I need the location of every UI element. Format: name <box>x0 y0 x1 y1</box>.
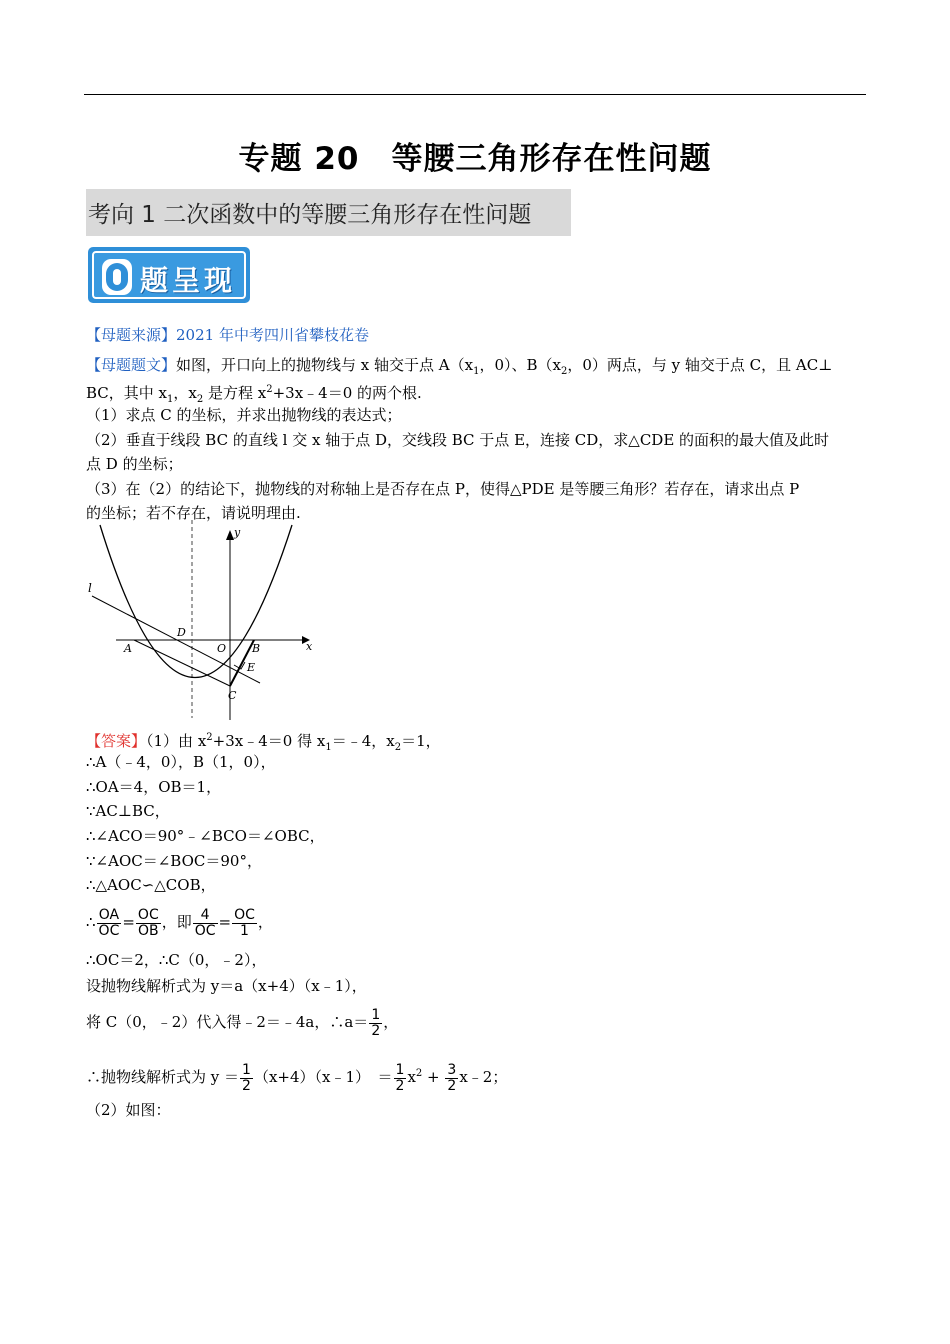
answer-line-11 <box>86 1005 398 1039</box>
label-l: l <box>88 581 92 595</box>
problem-line-1 <box>86 355 832 382</box>
answer-line-5: ∴∠ACO＝90°﹣∠BCO＝∠OBC， <box>86 827 325 845</box>
problem-text: ，x <box>173 384 197 402</box>
question-1: （1）求点 C 的坐标，并求出抛物线的表达式； <box>86 406 402 424</box>
fraction: $\frac{1}{2}$ <box>395 1061 405 1094</box>
answer-line-12 <box>86 1057 507 1094</box>
answer-text: ∴抛物线解析式为 y ＝ <box>86 1068 240 1086</box>
answer-line-2: ∴A（﹣4，0），B（1，0）， <box>86 753 276 771</box>
fraction: $\frac{OC}{OB}$ <box>137 906 159 939</box>
answer-line-8 <box>86 905 273 939</box>
badge-icon <box>102 259 132 295</box>
parabola-figure <box>84 520 324 720</box>
label-o: O <box>217 642 227 655</box>
label-x: x <box>306 640 313 653</box>
answer-line-3: ∴OA＝4，OB＝1， <box>86 778 222 796</box>
right-angle-mark <box>234 662 245 669</box>
problem-text: ，0）两点，与 y 轴交于点 C，且 AC⊥ <box>567 356 833 374</box>
question-3-cont: 的坐标；若不存在，请说明理由. <box>86 504 301 522</box>
answer-line-7: ∴△AOC∽△COB， <box>86 876 216 894</box>
label-c: C <box>228 689 237 702</box>
problem-text: BC，其中 x <box>86 384 168 402</box>
segment-ac <box>134 640 230 686</box>
answer-text: ， <box>383 1013 399 1031</box>
equals: = <box>218 913 232 931</box>
source-label: 【母题来源】 <box>86 326 177 344</box>
question-2-cont: 点 D 的坐标； <box>86 455 183 473</box>
section-title: 考向 1 二次函数中的等腰三角形存在性问题 <box>88 202 532 228</box>
subscript: 2 <box>196 394 204 405</box>
superscript: 2 <box>266 384 273 395</box>
answer-text: ＝﹣4，x <box>331 732 395 750</box>
source-text: 2021 年中考四川省攀枝花卷 <box>176 326 369 344</box>
top-rule <box>84 94 866 95</box>
fraction: $\frac{4}{OC}$ <box>194 906 216 939</box>
answer-line-10: 设抛物线解析式为 y＝a（x+4）（x﹣1）， <box>86 977 367 995</box>
label-y: y <box>234 526 241 539</box>
badge-frame <box>92 251 246 299</box>
answer-text: ∴ <box>86 913 96 931</box>
label-b: B <box>252 642 261 655</box>
answer-label: 【答案】 <box>86 732 147 750</box>
fraction: $\frac{OA}{OC}$ <box>98 906 120 939</box>
problem-text: 如图，开口向上的抛物线与 x 轴交于点 A（x <box>176 356 474 374</box>
subscript: 1 <box>473 366 480 377</box>
fraction: $\frac{3}{2}$ <box>447 1061 457 1094</box>
answer-text: （x+4）（x﹣1） ＝ <box>253 1068 393 1086</box>
answer-line-4: ∵AC⊥BC， <box>86 802 170 820</box>
question-2: （2）垂直于线段 BC 的直线 l 交 x 轴于点 D，交线段 BC 于点 E，连接 CD，求△CDE 的面积的最大值及此时 <box>86 431 830 449</box>
problem-badge <box>88 247 250 303</box>
problem-text: +3x﹣4＝0 的两个根. <box>272 384 422 402</box>
answer-text: x﹣2； <box>459 1068 508 1086</box>
subscript: 1 <box>325 742 332 753</box>
answer-text: ＝1， <box>401 732 441 750</box>
y-axis-arrow <box>226 530 234 540</box>
answer-line-9: ∴OC＝2，∴C（0，﹣2）， <box>86 951 267 969</box>
label-a: A <box>124 642 132 655</box>
answer-text: ，即 <box>161 913 192 931</box>
answer-text: + <box>422 1068 445 1086</box>
superscript: 2 <box>415 1068 423 1079</box>
problem-text: ，0）、B（x <box>479 356 561 374</box>
label-e: E <box>247 661 256 674</box>
equals: = <box>122 913 135 931</box>
fraction: $\frac{1}{2}$ <box>242 1061 251 1094</box>
fraction: $\frac{OC}{1}$ <box>234 906 255 939</box>
problem-label: 【母题题文】 <box>86 356 177 374</box>
answer-line-6: ∵∠AOC＝∠BOC＝90°， <box>86 852 262 870</box>
fraction: $\frac{1}{2}$ <box>371 1006 381 1039</box>
answer-text: +3x﹣4＝0 得 x <box>212 732 326 750</box>
answer-text: 将 C（0，﹣2）代入得﹣2＝﹣4a，∴a＝ <box>86 1013 369 1031</box>
superscript: 2 <box>206 732 213 743</box>
page-title: 专题 20 等腰三角形存在性问题 <box>238 141 712 177</box>
badge-label: 题呈现 <box>140 264 237 297</box>
source-line <box>86 325 369 345</box>
subscript: 2 <box>560 366 568 377</box>
answer-text: ， <box>257 913 273 931</box>
answer-text: （1）由 x <box>146 732 207 750</box>
question-3: （3）在（2）的结论下，抛物线的对称轴上是否存在点 P，使得△PDE 是等腰三角形？若存在，请求出点 P <box>86 480 800 498</box>
answer-text: x <box>407 1068 416 1086</box>
answer-line-13: （2）如图： <box>86 1101 171 1119</box>
label-d: D <box>177 626 186 639</box>
subscript: 1 <box>167 394 174 405</box>
problem-text: 是方程 x <box>203 384 267 402</box>
subscript: 2 <box>394 742 402 753</box>
